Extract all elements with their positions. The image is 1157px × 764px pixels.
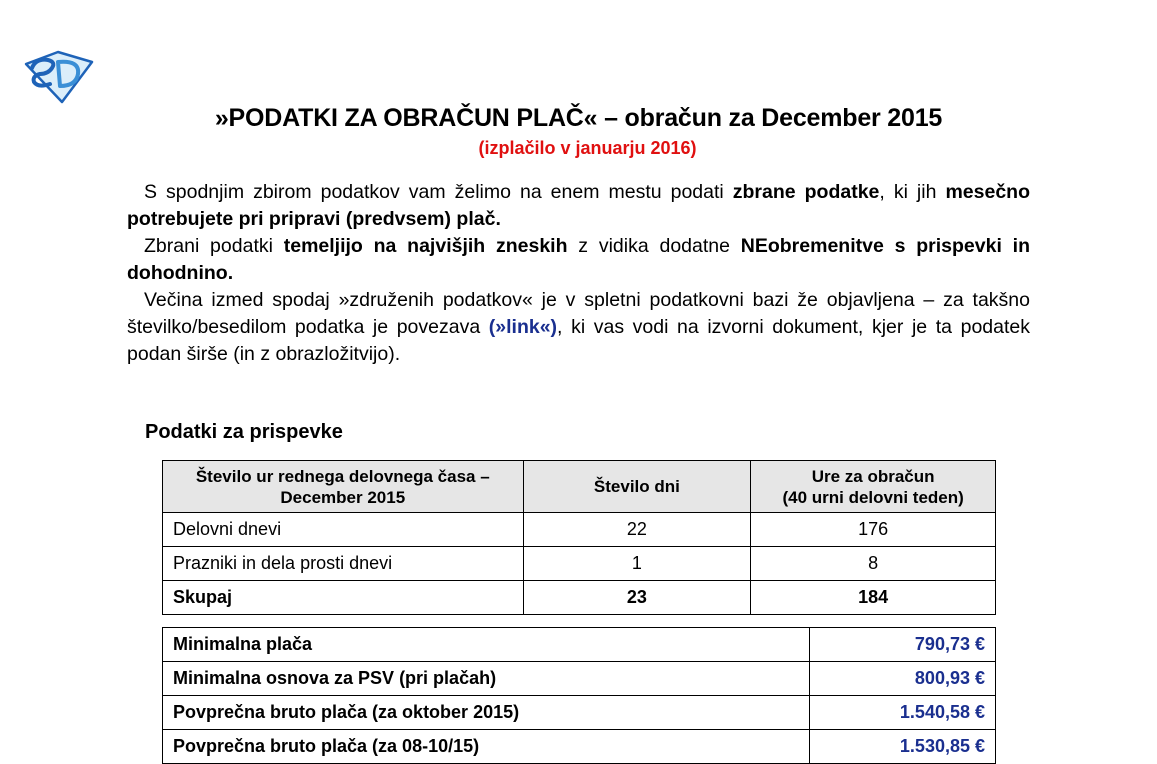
table-row — [163, 662, 996, 696]
intro-text — [127, 179, 1030, 368]
hours-cell: 176 — [751, 513, 996, 547]
table-row — [163, 696, 996, 730]
row-label: Povprečna bruto plača (za 08-10/15) — [163, 730, 810, 764]
row-label: Skupaj — [163, 581, 524, 615]
table-total-row — [163, 581, 996, 615]
row-label: Delovni dnevi — [163, 513, 524, 547]
working-hours-table — [162, 460, 996, 615]
days-cell: 23 — [523, 581, 751, 615]
document-subtitle: (izplačilo v januarju 2016) — [478, 138, 697, 158]
row-label: Prazniki in dela prosti dnevi — [163, 547, 524, 581]
amount-cell[interactable]: 1.540,58 € — [810, 696, 996, 730]
row-label: Minimalna osnova za PSV (pri plačah) — [163, 662, 810, 696]
days-cell: 22 — [523, 513, 751, 547]
sd-shield-logo-icon — [22, 50, 96, 104]
row-label: Minimalna plača — [163, 628, 810, 662]
column-header-hours: Ure za obračun (40 urni delovni teden) — [751, 461, 996, 513]
days-cell: 1 — [523, 547, 751, 581]
intro-paragraph-3: Večina izmed spodaj »združenih podatkov« je v spletni podatkovni bazi že objavljena – za takšno številko/besedilom podatka je povezava (»link«), ki vas vodi na izvorni dokument, kjer je ta podatek podan širše (in z obrazložitvijo). — [127, 289, 1030, 365]
amount-cell[interactable]: 800,93 € — [810, 662, 996, 696]
section-title: Podatki za prispevke — [145, 421, 343, 443]
contribution-values-table — [162, 627, 996, 764]
column-header-days: Število dni — [523, 461, 751, 513]
document-title: »PODATKI ZA OBRAČUN PLAČ« – obračun za December 2015 — [214, 104, 943, 132]
amount-cell[interactable]: 790,73 € — [810, 628, 996, 662]
table-row — [163, 513, 996, 547]
amount-cell[interactable]: 1.530,85 € — [810, 730, 996, 764]
column-header-period: Število ur rednega delovnega časa – December 2015 — [163, 461, 524, 513]
table-row — [163, 730, 996, 764]
hours-cell: 184 — [751, 581, 996, 615]
table-row — [163, 547, 996, 581]
hours-cell: 8 — [751, 547, 996, 581]
row-label: Povprečna bruto plača (za oktober 2015) — [163, 696, 810, 730]
table-header-row — [163, 461, 996, 513]
source-link[interactable]: (»link«) — [488, 316, 558, 338]
table-row — [163, 628, 996, 662]
intro-paragraph-2: Zbrani podatki temeljijo na najvišjih zneskih z vidika dodatne NEobremenitve s prispevki in dohodnino. — [127, 235, 1030, 284]
intro-paragraph-1: S spodnjim zbirom podatkov vam želimo na enem mestu podati zbrane podatke, ki jih mesečno potrebujete pri pripravi (predvsem) plač. — [127, 181, 1030, 230]
